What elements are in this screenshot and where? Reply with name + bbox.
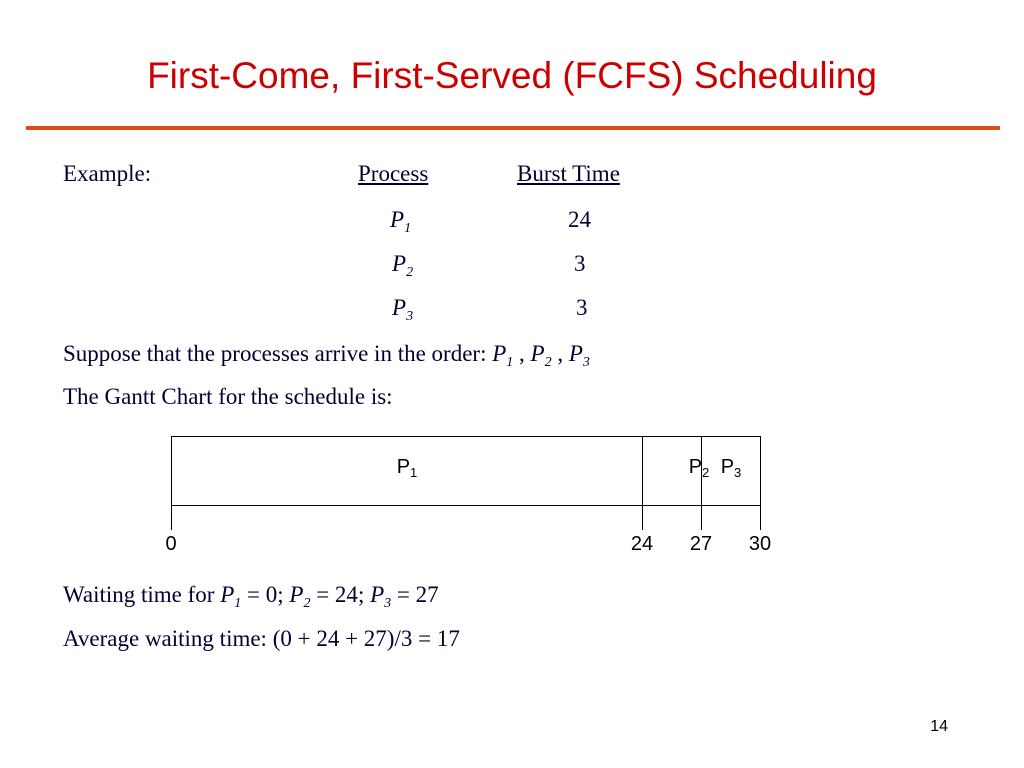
slide-number: 14 [930, 718, 948, 735]
arrival-order-text: Suppose that the processes arrive in the order: $P_1$ , $P_2$ , $P_3$ [63, 341, 590, 370]
process-name: $P_1$ [390, 207, 412, 236]
gantt-bar [171, 436, 760, 506]
slide-title: First-Come, First-Served (FCFS) Scheduling [147, 55, 877, 96]
gantt-boundary-line [701, 436, 702, 530]
burst-time-header: Burst Time [517, 161, 620, 186]
gantt-time-tick: 27 [689, 533, 713, 555]
gantt-boundary-line [171, 436, 172, 530]
example-label: Example: [63, 161, 152, 186]
gantt-segment-label: $P_1$ [396, 456, 418, 480]
burst-value: 3 [576, 295, 588, 320]
gantt-segment-label: $P_3$ [720, 456, 742, 480]
title-divider [26, 126, 1000, 130]
burst-value: 24 [568, 207, 591, 232]
gantt-segment-label: $P_2$ [688, 456, 710, 480]
burst-value: 3 [574, 251, 586, 276]
gantt-boundary-line [760, 436, 761, 530]
process-header: Process [358, 161, 429, 186]
gantt-time-tick: 24 [630, 533, 654, 555]
average-waiting-time: Average waiting time: (0 + 24 + 27)/3 = 17 [63, 626, 460, 651]
process-name: $P_3$ [392, 295, 414, 324]
gantt-time-tick: 0 [165, 533, 177, 555]
process-name: $P_2$ [392, 251, 414, 280]
waiting-time-text: Waiting time for $P_1 = 0$; $P_2 = 24$; $P_3 = 27$ [63, 582, 439, 611]
gantt-boundary-line [642, 436, 643, 530]
gantt-time-tick: 30 [748, 533, 772, 555]
gantt-intro: The Gantt Chart for the schedule is: [63, 384, 393, 409]
